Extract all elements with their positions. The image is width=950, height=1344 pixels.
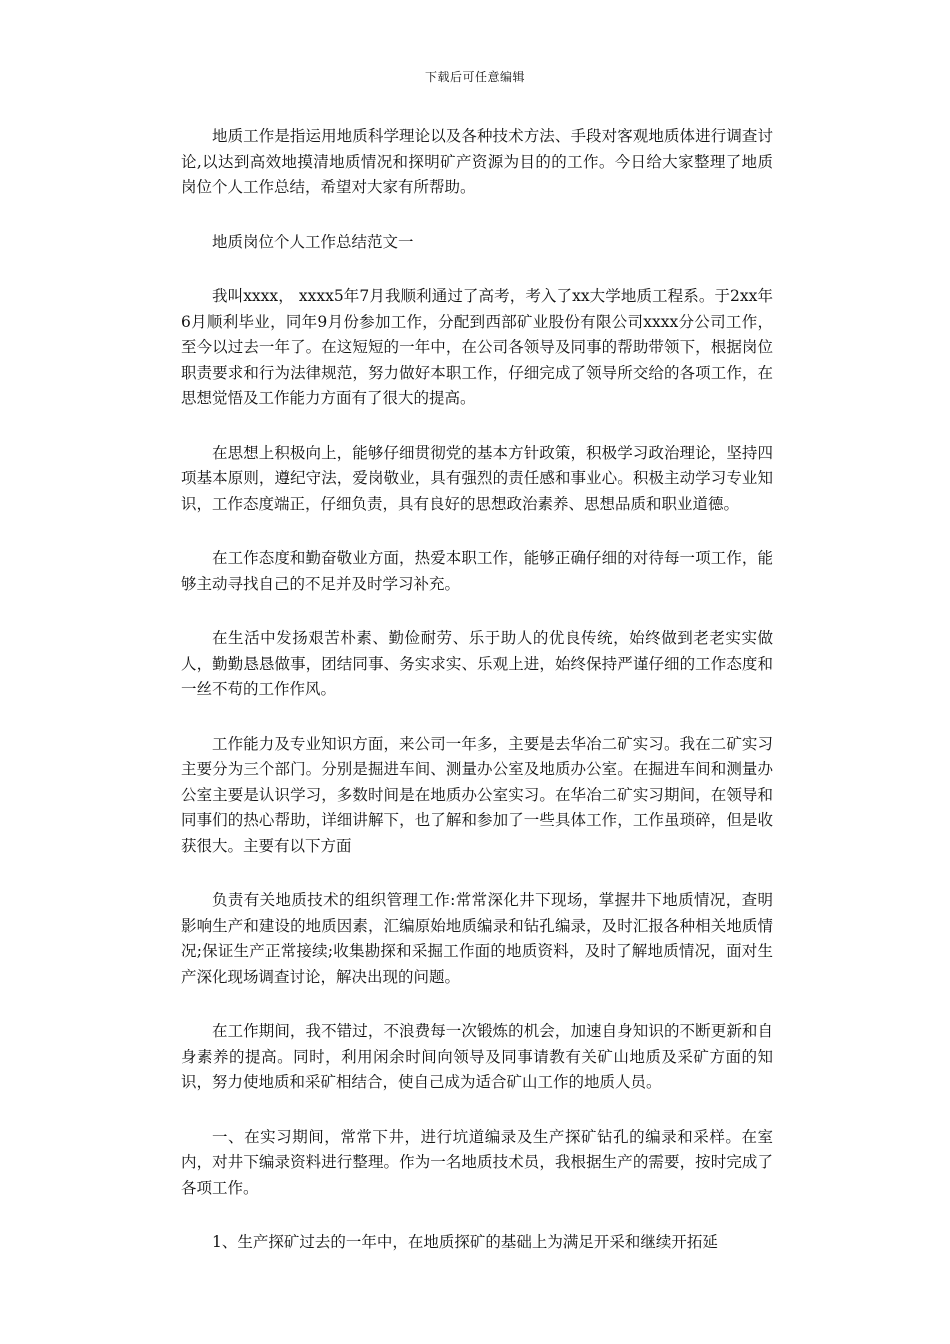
paragraph: 在工作期间，我不错过，不浪费每一次锻炼的机会，加速自身知识的不断更新和自身素养的提高。同时，利用闲余时间向领导及同事请教有关矿山地质及采矿方面的知识，努力使地质和采矿相结合，使自己成为适合矿山工作的地质人员。 [181,1022,773,1091]
intro-paragraph: 地质工作是指运用地质科学理论以及各种技术方法、手段对客观地质体进行调查讨论,以达到高效地摸清地质情况和探明矿产资源为目的的工作。今日给大家整理了地质岗位个人工作总结，希望对大家有所帮助。 [181,127,773,196]
paragraph: 在生活中发扬艰苦朴素、勤俭耐劳、乐于助人的优良传统，始终做到老老实实做人，勤勤恳恳做事，团结同事、务实求实、乐观上进，始终保持严谨仔细的工作态度和一丝不苟的工作作风。 [181,629,773,698]
document-body [181,124,773,1285]
section-heading: 地质岗位个人工作总结范文一 [212,232,414,251]
paragraph: 在思想上积极向上，能够仔细贯彻党的基本方针政策，积极学习政治理论，坚持四项基本原则，遵纪守法，爱岗敬业，具有强烈的责任感和事业心。积极主动学习专业知识，工作态度端正，仔细负责，具有良好的思想政治素养、思想品质和职业道德。 [181,443,773,513]
paragraph: 一、在实习期间，常常下井，进行坑道编录及生产探矿钻孔的编录和采样。在室内，对井下编录资料进行整理。作为一名地质技术员，我根据生产的需要，按时完成了各项工作。 [181,1127,773,1197]
paragraph: 在工作态度和勤奋敬业方面，热爱本职工作，能够正确仔细的对待每一项工作，能够主动寻找自己的不足并及时学习补充。 [181,549,773,593]
paragraph: 我叫xxxx， xxxx5年7月我顺利通过了高考，考入了xx大学地质工程系。于2xx年6月顺利毕业，同年9月份参加工作，分配到西部矿业股份有限公司xxxx分公司工作，至今以过去一年了。在这短短的一年中，在公司各领导及同事的帮助带领下，根据岗位职责要求和行为法律规范，努力做好本职工作，仔细完成了领导所交给的各项工作，在思想觉悟及工作能力方面有了很大的提高。 [181,287,773,407]
paragraph: 负责有关地质技术的组织管理工作:常常深化井下现场，掌握井下地质情况，查明影响生产和建设的地质因素，汇编原始地质编录和钻孔编录，及时汇报各种相关地质情况;保证生产正常接续;收集勘探和采掘工作面的地质资料，及时了解地质情况，面对生产深化现场调查讨论，解决出现的问题。 [181,891,773,986]
paragraph: 1、生产探矿过去的一年中，在地质探矿的基础上为满足开采和继续开拓延 [212,1233,718,1251]
download-note: 下载后可任意编辑 [424,70,525,84]
paragraph: 工作能力及专业知识方面，来公司一年多，主要是去华冶二矿实习。我在二矿实习主要分为三个部门。分别是掘进车间、测量办公室及地质办公室。在掘进车间和测量办公室主要是认识学习，多数时间是在地质办公室实习。在华冶二矿实习期间，在领导和同事们的热心帮助，详细讲解下，也了解和参加了一些具体工作，工作虽琐碎，但是收获很大。主要有以下方面 [181,734,773,855]
